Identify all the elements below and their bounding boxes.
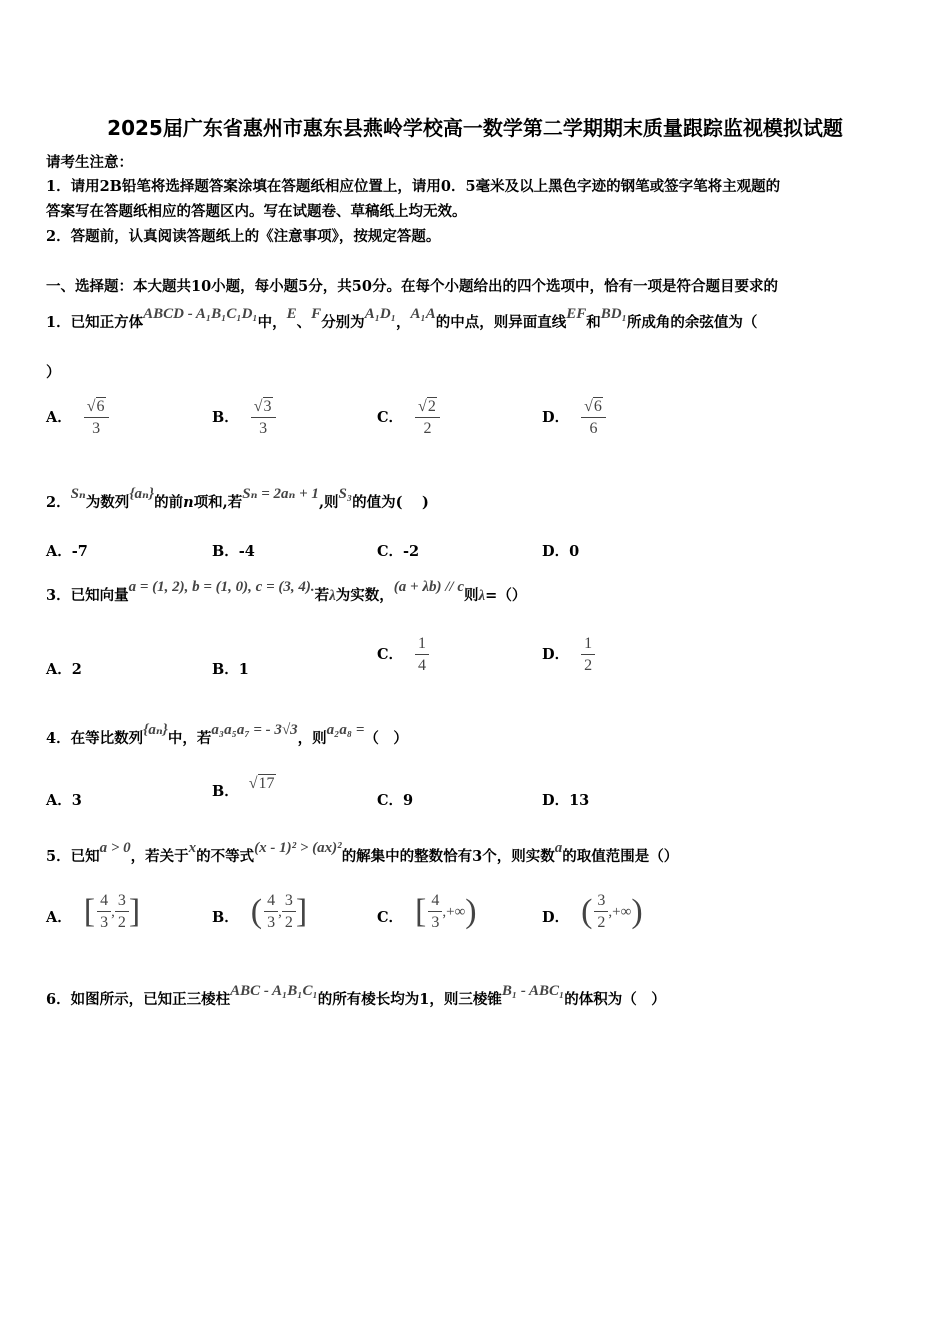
text: 项和,若: [193, 494, 243, 511]
q3-option-b[interactable]: B．1: [212, 661, 249, 678]
fraction: [428, 892, 442, 932]
option-label: B．: [212, 783, 239, 800]
text: 的前: [154, 494, 184, 511]
text: 中，: [257, 314, 287, 331]
fraction: [97, 892, 111, 932]
math-s3: S₃: [338, 486, 353, 502]
math-product: a₃a₅a₇ = - 3√3: [211, 722, 298, 738]
option-label: B．: [212, 409, 239, 426]
page-title: 2025届广东省惠州市惠东县燕岭学校高一数学第二学期期末质量跟踪监视模拟试题: [107, 116, 843, 140]
denominator: 3: [92, 420, 101, 437]
text: 若: [314, 587, 330, 604]
numerator: 3: [263, 398, 272, 415]
q4-option-b[interactable]: [212, 775, 276, 801]
q3-option-a[interactable]: A．2: [46, 661, 82, 678]
denominator: 3: [431, 914, 440, 931]
math-n: n: [183, 494, 194, 511]
numerator: 2: [427, 398, 436, 415]
question-1-number: 1．已知正方体: [46, 314, 144, 331]
question-6: [46, 983, 666, 1010]
denominator: 2: [584, 657, 593, 674]
text: =（）: [485, 587, 527, 604]
text: 为数列: [85, 494, 130, 511]
q3-option-d[interactable]: [542, 635, 595, 675]
q2-option-c[interactable]: C．-2: [377, 543, 420, 560]
right-bracket: ): [631, 893, 643, 930]
denominator: 6: [589, 420, 598, 437]
fraction: [415, 635, 429, 675]
q5-option-c[interactable]: [377, 892, 477, 932]
fraction: [264, 892, 278, 932]
text: 的体积为（ ）: [564, 991, 666, 1008]
fraction: [594, 892, 608, 932]
math-a-positive: a > 0: [99, 840, 131, 856]
option-label: C．: [377, 646, 404, 663]
left-bracket: (: [250, 893, 263, 930]
math-a2a8: a₂a₈ =: [326, 722, 365, 738]
left-bracket: (: [581, 893, 593, 930]
radical: √17: [248, 775, 275, 792]
math-f: F: [311, 306, 322, 322]
text: 则: [464, 587, 479, 604]
interval: ( $\frac{4}{3}$ , $\frac{3}{2}$ ]: [250, 892, 308, 931]
numerator: 1: [415, 635, 429, 655]
fraction: [282, 892, 296, 932]
left-bracket: [: [83, 893, 96, 930]
q4-option-d[interactable]: D．13: [542, 792, 590, 809]
q4-option-a[interactable]: A．3: [46, 792, 82, 809]
question-1-close: ）: [46, 364, 61, 381]
right-bracket: ]: [128, 893, 141, 930]
question-6-number: 6．如图所示，已知正三棱柱: [46, 991, 231, 1008]
math-a1d1: A₁D₁: [364, 306, 396, 322]
q1-option-d[interactable]: [542, 398, 606, 438]
denominator: 2: [284, 914, 293, 931]
math-pyramid: B₁ - ABC₁: [501, 983, 565, 999]
math-ef: EF: [566, 306, 587, 322]
math-vectors: a = (1, 2), b = (1, 0), c = (3, 4).: [128, 579, 315, 595]
fraction: $\frac{√2}{2}$: [415, 398, 440, 438]
text: 的取值范围是（）: [562, 848, 679, 865]
fraction: $\frac{√6}{3}$: [84, 398, 109, 438]
denominator: 3: [259, 420, 268, 437]
radicand: 17: [258, 775, 275, 792]
option-label: D．: [542, 646, 570, 663]
numerator: 4: [264, 892, 278, 912]
denominator: 3: [100, 914, 109, 931]
interval: [ $\frac{4}{3}$ , $\frac{3}{2}$ ]: [83, 892, 141, 931]
math-an: {aₙ}: [129, 486, 155, 502]
q2-option-d[interactable]: D．0: [542, 543, 580, 560]
math-lambda: λ: [329, 588, 336, 604]
text: 中，若: [167, 730, 212, 747]
section-heading: 一、选择题：本大题共10小题，每小题5分，共50分。在每个小题给出的四个选项中，恰有一项是符合题目要求的: [46, 278, 778, 295]
q4-option-c[interactable]: C．9: [377, 792, 414, 809]
q2-option-b[interactable]: B．-4: [212, 543, 255, 560]
option-label: B．: [212, 909, 239, 926]
numerator: 4: [428, 892, 442, 912]
notice-item-2: 2．答题前，认真阅读答题纸上的《注意事项》，按规定答题。: [46, 228, 441, 245]
text: 的中点，则异面直线: [435, 314, 567, 331]
interval: ( $\frac{3}{2}$ , +∞ ): [581, 892, 643, 931]
option-label: C．: [377, 909, 404, 926]
question-3-number: 3．已知向量: [46, 587, 129, 604]
text: ，若关于: [130, 848, 189, 865]
question-4-number: 4．在等比数列: [46, 730, 144, 747]
math-sn: Sₙ: [70, 486, 86, 502]
q1-option-b[interactable]: [212, 398, 276, 438]
numerator: 3: [115, 892, 129, 912]
option-label: C．: [377, 409, 404, 426]
q2-option-a[interactable]: A．-7: [46, 543, 88, 560]
text: 为实数，: [335, 587, 394, 604]
right-bracket: ]: [295, 893, 308, 930]
text: 、: [296, 314, 312, 331]
option-label: A．: [46, 909, 72, 926]
left-bracket: [: [415, 893, 427, 930]
question-3: [46, 579, 527, 606]
text: 分别为: [321, 314, 365, 331]
q1-option-a[interactable]: [46, 398, 109, 438]
math-parallel: (a + λb) // c: [393, 579, 464, 595]
math-a: a: [554, 840, 563, 856]
denominator: 2: [597, 914, 606, 931]
numerator: 6: [593, 398, 602, 415]
fraction: $\frac{√6}{6}$: [581, 398, 606, 438]
numerator: 6: [96, 398, 105, 415]
question-1: [46, 306, 758, 333]
text: 的解集中的整数恰有3个，则实数: [341, 848, 555, 865]
fraction: $\frac{√3}{3}$: [251, 398, 276, 438]
option-label: D．: [542, 409, 570, 426]
text: ,则: [318, 494, 339, 511]
notice-heading: 请考生注意：: [46, 154, 133, 171]
notice-item-1-line-1: 1．请用2B铅笔将选择题答案涂填在答题纸相应位置上，请用0．5毫米及以上黑色字迹的钢笔或签字笔将主观题的: [46, 178, 781, 195]
text: 的不等式: [196, 848, 255, 865]
math-inequality: (x - 1)² > (ax)²: [254, 840, 342, 856]
denominator: 4: [418, 657, 427, 674]
option-label: D．: [542, 909, 570, 926]
math-bd1: BD₁: [600, 306, 627, 322]
numerator: 1: [581, 635, 595, 655]
text: 的所有棱长均为1，则三棱锥: [317, 991, 502, 1008]
fraction: [581, 635, 595, 675]
text: 的值为( ): [352, 494, 429, 511]
option-label: A．: [46, 409, 72, 426]
numerator: 3: [594, 892, 608, 912]
infinity: +∞: [612, 903, 632, 920]
right-bracket: ): [465, 893, 477, 930]
math-an: {aₙ}: [143, 722, 168, 738]
denominator: 2: [117, 914, 126, 931]
question-5-number: 5．已知: [46, 848, 100, 865]
question-4: [46, 722, 408, 749]
infinity: +∞: [446, 903, 466, 920]
math-lambda: λ: [478, 588, 486, 604]
question-5: [46, 840, 679, 867]
text: ，则: [297, 730, 327, 747]
interval: [ $\frac{4}{3}$ , +∞ ): [415, 892, 477, 931]
math-a1a: A₁A: [410, 306, 436, 322]
denominator: 3: [267, 914, 276, 931]
q5-option-b[interactable]: [212, 892, 307, 932]
q3-option-c[interactable]: [377, 635, 429, 675]
q5-option-a[interactable]: [46, 892, 140, 932]
denominator: 2: [423, 420, 432, 437]
math-cube: ABCD - A₁B₁C₁D₁: [143, 306, 258, 322]
math-prism: ABC - A₁B₁C₁: [230, 983, 318, 999]
text: 所成角的余弦值为（: [626, 314, 758, 331]
numerator: 3: [282, 892, 296, 912]
numerator: 4: [97, 892, 111, 912]
question-2-number: 2．: [46, 494, 71, 511]
notice-item-1-line-2: 答案写在答题纸相应的答题区内。写在试题卷、草稿纸上均无效。: [46, 203, 467, 220]
math-e: E: [286, 306, 297, 322]
text: （ ）: [364, 730, 408, 747]
fraction: [115, 892, 129, 932]
q1-option-c[interactable]: [377, 398, 440, 438]
math-x: x: [188, 840, 197, 856]
text: 和: [586, 314, 601, 331]
text: ，: [395, 314, 411, 331]
question-2: [46, 486, 429, 513]
q5-option-d[interactable]: [542, 892, 643, 932]
math-sn-formula: Sₙ = 2aₙ + 1: [242, 486, 319, 502]
